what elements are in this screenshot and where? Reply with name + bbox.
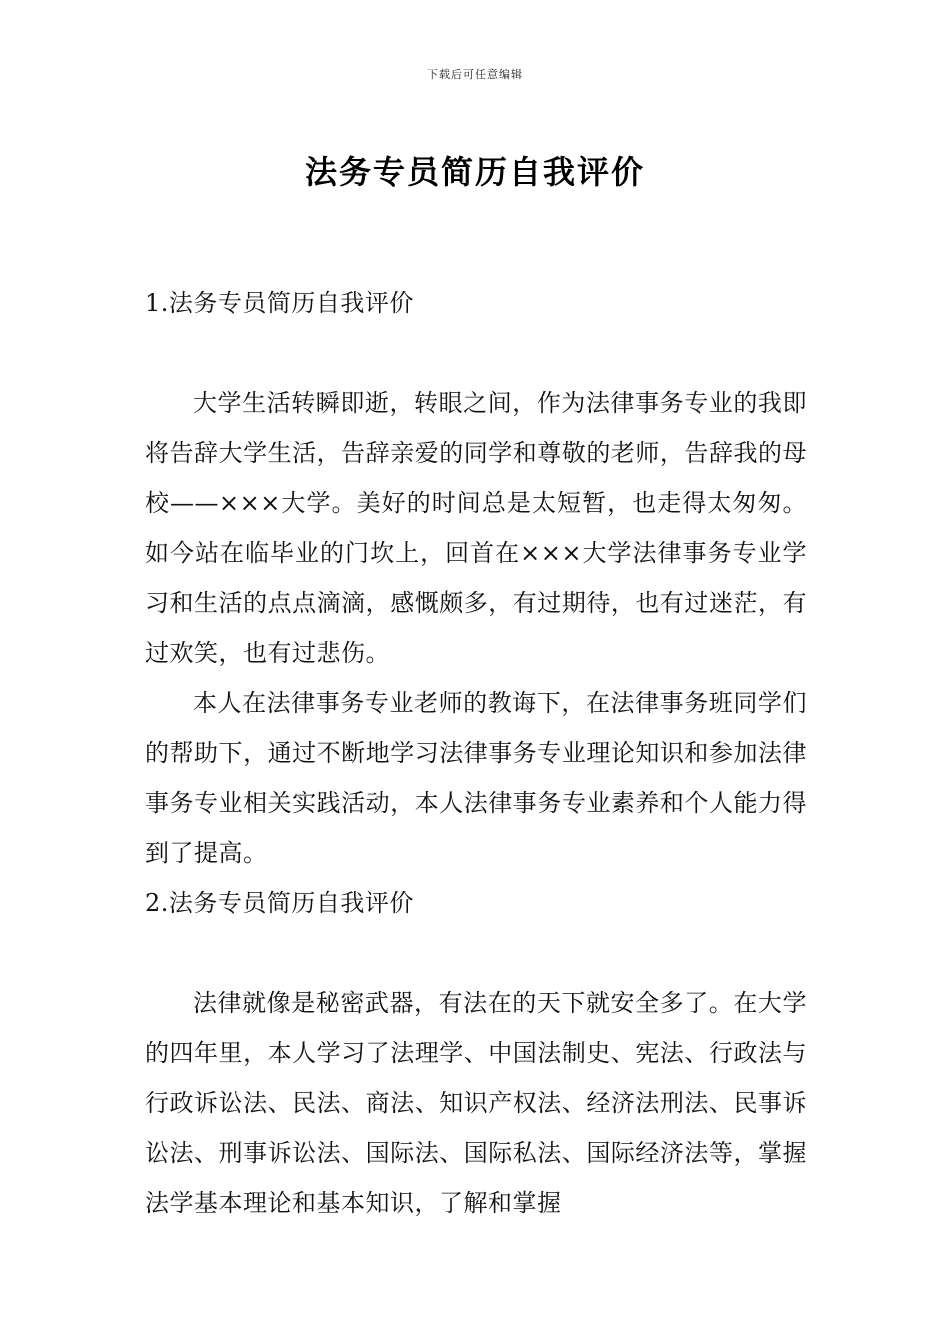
document-title: 法务专员简历自我评价 (304, 153, 645, 192)
section-2 (145, 878, 807, 1228)
section-heading-1: 1.法务专员简历自我评价 (145, 289, 414, 317)
section-1-paragraph-2: 本人在法律事务专业老师的教诲下，在法律事务班同学们的帮助下，通过不断地学习法律事务专业理论知识和参加法律事务专业相关实践活动，本人法律事务专业素养和个人能力得到了提高。 (145, 689, 807, 867)
section-1-paragraph-1: 大学生活转瞬即逝，转眼之间，作为法律事务专业的我即将告辞大学生活，告辞亲爱的同学和尊敬的老师，告辞我的母校——×××大学。美好的时间总是太短暂，也走得太匆匆。如今站在临毕业的门坎上，回首在×××大学法律事务专业学习和生活的点点滴滴，感慨颇多，有过期待，也有过迷茫，有过欢笑，也有过悲伤。 (145, 389, 807, 667)
section-spacer (145, 328, 807, 378)
document-body (145, 278, 807, 1228)
header-note: 下载后可任意编辑 (427, 68, 523, 81)
section-spacer (145, 928, 807, 978)
section-heading-2: 2.法务专员简历自我评价 (145, 889, 414, 917)
section-1 (145, 278, 807, 878)
section-2-paragraph-1: 法律就像是秘密武器，有法在的天下就安全多了。在大学的四年里，本人学习了法理学、中国法制史、宪法、行政法与行政诉讼法、民法、商法、知识产权法、经济法刑法、民事诉讼法、刑事诉讼法、国际法、国际私法、国际经济法等，掌握法学基本理论和基本知识，了解和掌握 (145, 989, 807, 1217)
